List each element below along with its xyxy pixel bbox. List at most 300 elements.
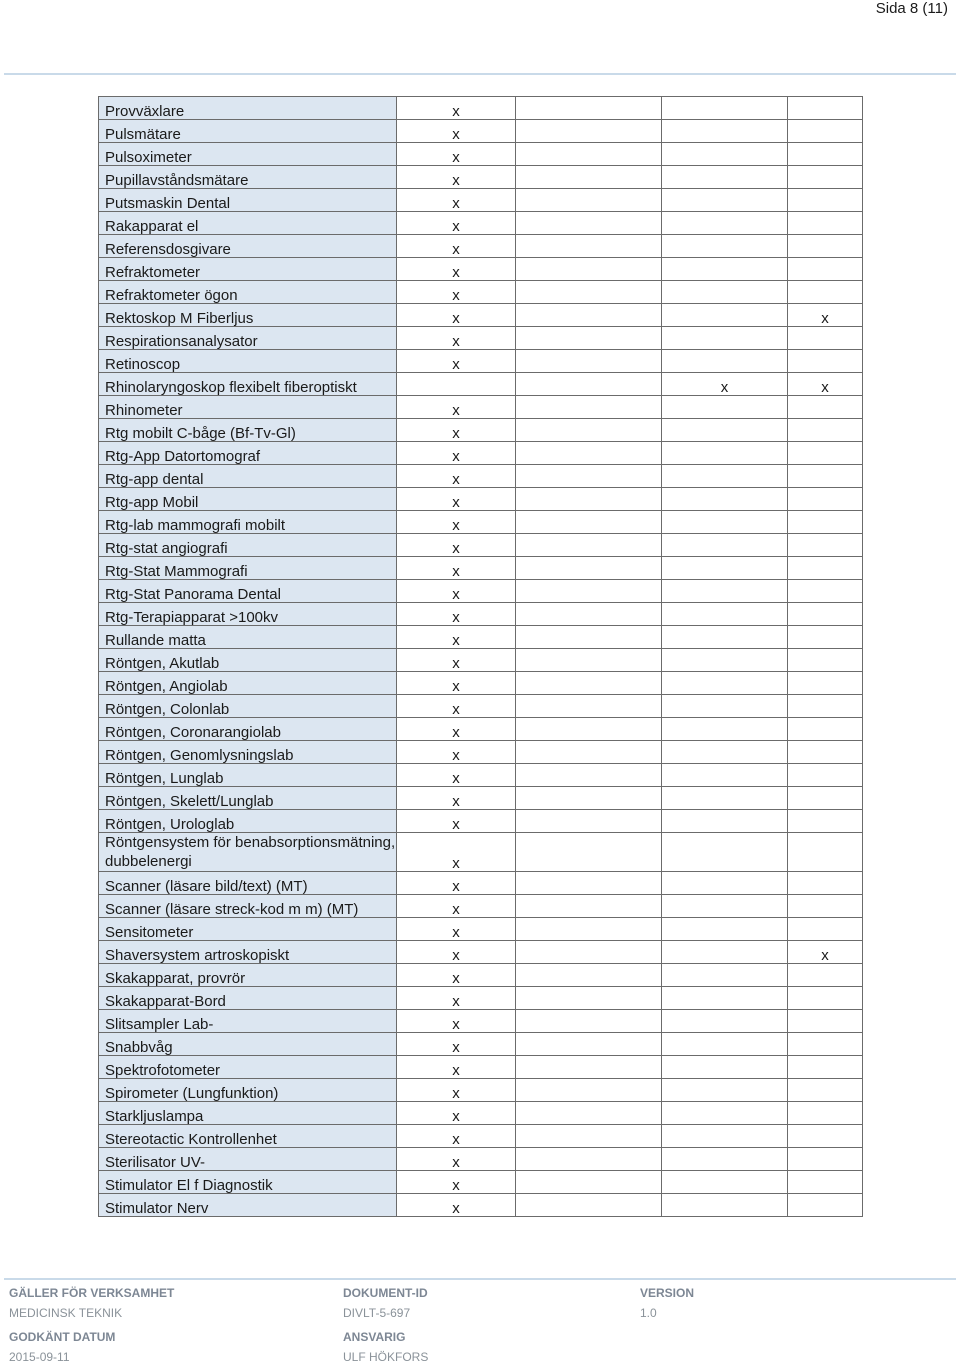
mark-cell-col-1: x <box>397 281 516 304</box>
mark-cell-col-4 <box>788 258 863 281</box>
mark-cell-col-2 <box>516 1079 662 1102</box>
footer-divider <box>4 1278 956 1280</box>
equipment-name-cell: Rakapparat el <box>99 212 397 235</box>
mark-cell-col-1: x <box>397 626 516 649</box>
mark-cell-col-2 <box>516 941 662 964</box>
mark-cell-col-2 <box>516 718 662 741</box>
equipment-name-cell: Skakapparat-Bord <box>99 987 397 1010</box>
mark-cell-col-4 <box>788 212 863 235</box>
mark-cell-col-4 <box>788 1102 863 1125</box>
footer-verksamhet-value: MEDICINSK TEKNIK <box>9 1306 123 1320</box>
mark-cell-col-4 <box>788 580 863 603</box>
table-row <box>99 787 863 810</box>
mark-cell-col-2 <box>516 166 662 189</box>
equipment-name-cell: Provväxlare <box>99 97 397 120</box>
mark-cell-col-2 <box>516 964 662 987</box>
equipment-name-cell: Rtg-lab mammografi mobilt <box>99 511 397 534</box>
table-row <box>99 964 863 987</box>
mark-cell-col-1: x <box>397 511 516 534</box>
table-row <box>99 649 863 672</box>
mark-cell-col-3 <box>662 626 788 649</box>
mark-cell-col-2 <box>516 895 662 918</box>
mark-cell-col-2 <box>516 373 662 396</box>
table-row <box>99 987 863 1010</box>
table-row <box>99 235 863 258</box>
footer-ansvarig-value: ULF HÖKFORS <box>343 1350 429 1364</box>
table-row <box>99 603 863 626</box>
mark-cell-col-1: x <box>397 941 516 964</box>
table-row <box>99 718 863 741</box>
mark-cell-col-4 <box>788 603 863 626</box>
mark-cell-col-4 <box>788 741 863 764</box>
mark-cell-col-3 <box>662 327 788 350</box>
table-row <box>99 143 863 166</box>
footer-version-value: 1.0 <box>640 1306 657 1320</box>
mark-cell-col-3 <box>662 97 788 120</box>
mark-cell-col-3 <box>662 810 788 833</box>
table-row <box>99 120 863 143</box>
equipment-name-cell: Spektrofotometer <box>99 1056 397 1079</box>
table-row <box>99 97 863 120</box>
mark-cell-col-1: x <box>397 327 516 350</box>
table-row <box>99 511 863 534</box>
mark-cell-col-4 <box>788 987 863 1010</box>
equipment-name-cell: Pulsoximeter <box>99 143 397 166</box>
mark-cell-col-4 <box>788 465 863 488</box>
mark-cell-col-1: x <box>397 350 516 373</box>
equipment-name-cell: Pulsmätare <box>99 120 397 143</box>
mark-cell-col-3 <box>662 465 788 488</box>
mark-cell-col-2 <box>516 626 662 649</box>
equipment-name-cell: Röntgen, Angiolab <box>99 672 397 695</box>
mark-cell-col-2 <box>516 764 662 787</box>
mark-cell-col-1 <box>397 373 516 396</box>
mark-cell-col-3 <box>662 488 788 511</box>
equipment-name-cell: Rtg-app dental <box>99 465 397 488</box>
mark-cell-col-2 <box>516 1125 662 1148</box>
table-row <box>99 465 863 488</box>
table-row <box>99 833 863 872</box>
table-row <box>99 764 863 787</box>
mark-cell-col-4 <box>788 235 863 258</box>
mark-cell-col-3: x <box>662 373 788 396</box>
equipment-name-cell: Retinoscop <box>99 350 397 373</box>
mark-cell-col-3 <box>662 258 788 281</box>
mark-cell-col-2 <box>516 97 662 120</box>
mark-cell-col-3 <box>662 557 788 580</box>
equipment-name-cell: Röntgen, Colonlab <box>99 695 397 718</box>
mark-cell-col-4: x <box>788 373 863 396</box>
mark-cell-col-3 <box>662 941 788 964</box>
mark-cell-col-3 <box>662 1079 788 1102</box>
mark-cell-col-4 <box>788 626 863 649</box>
mark-cell-col-3 <box>662 872 788 895</box>
table-row <box>99 918 863 941</box>
mark-cell-col-2 <box>516 741 662 764</box>
mark-cell-col-1: x <box>397 895 516 918</box>
mark-cell-col-3 <box>662 166 788 189</box>
page-number: Sida 8 (11) <box>875 0 948 17</box>
mark-cell-col-1: x <box>397 833 516 872</box>
mark-cell-col-4 <box>788 1148 863 1171</box>
mark-cell-col-4 <box>788 872 863 895</box>
mark-cell-col-1: x <box>397 787 516 810</box>
mark-cell-col-1: x <box>397 810 516 833</box>
mark-cell-col-3 <box>662 442 788 465</box>
mark-cell-col-3 <box>662 189 788 212</box>
table-row <box>99 1010 863 1033</box>
equipment-name-cell: Scanner (läsare bild/text) (MT) <box>99 872 397 895</box>
table-row <box>99 189 863 212</box>
mark-cell-col-1: x <box>397 534 516 557</box>
mark-cell-col-2 <box>516 649 662 672</box>
mark-cell-col-4 <box>788 1033 863 1056</box>
equipment-name-cell: Rhinometer <box>99 396 397 419</box>
equipment-name-cell: Rtg mobilt C-båge (Bf-Tv-Gl) <box>99 419 397 442</box>
mark-cell-col-4 <box>788 1194 863 1217</box>
mark-cell-col-4 <box>788 557 863 580</box>
table-row <box>99 1056 863 1079</box>
mark-cell-col-1: x <box>397 1033 516 1056</box>
mark-cell-col-1: x <box>397 1171 516 1194</box>
mark-cell-col-2 <box>516 212 662 235</box>
mark-cell-col-3 <box>662 741 788 764</box>
mark-cell-col-1: x <box>397 718 516 741</box>
footer-dokument-value: DIVLT-5-697 <box>343 1306 411 1320</box>
equipment-name-cell: Slitsampler Lab- <box>99 1010 397 1033</box>
equipment-name-cell: Röntgen, Coronarangiolab <box>99 718 397 741</box>
mark-cell-col-3 <box>662 534 788 557</box>
mark-cell-col-4 <box>788 166 863 189</box>
mark-cell-col-2 <box>516 557 662 580</box>
table-row <box>99 396 863 419</box>
mark-cell-col-2 <box>516 396 662 419</box>
mark-cell-col-3 <box>662 764 788 787</box>
equipment-name-cell: Röntgen, Akutlab <box>99 649 397 672</box>
mark-cell-col-1: x <box>397 964 516 987</box>
mark-cell-col-1: x <box>397 872 516 895</box>
table-row <box>99 281 863 304</box>
mark-cell-col-3 <box>662 120 788 143</box>
mark-cell-col-1: x <box>397 120 516 143</box>
mark-cell-col-2 <box>516 918 662 941</box>
mark-cell-col-2 <box>516 465 662 488</box>
mark-cell-col-3 <box>662 396 788 419</box>
mark-cell-col-2 <box>516 189 662 212</box>
mark-cell-col-2 <box>516 488 662 511</box>
mark-cell-col-2 <box>516 695 662 718</box>
equipment-name-cell: Skakapparat, provrör <box>99 964 397 987</box>
mark-cell-col-3 <box>662 281 788 304</box>
mark-cell-col-4 <box>788 396 863 419</box>
equipment-name-cell: Sensitometer <box>99 918 397 941</box>
equipment-name-cell: Starkljuslampa <box>99 1102 397 1125</box>
mark-cell-col-4 <box>788 672 863 695</box>
mark-cell-col-4 <box>788 787 863 810</box>
table-row <box>99 1148 863 1171</box>
mark-cell-col-4 <box>788 649 863 672</box>
equipment-name-cell: Röntgen, Urologlab <box>99 810 397 833</box>
mark-cell-col-2 <box>516 419 662 442</box>
mark-cell-col-1: x <box>397 189 516 212</box>
mark-cell-col-4 <box>788 718 863 741</box>
mark-cell-col-1: x <box>397 918 516 941</box>
mark-cell-col-3 <box>662 833 788 872</box>
table-row <box>99 419 863 442</box>
equipment-name-cell: Rhinolaryngoskop flexibelt fiberoptiskt <box>99 373 397 396</box>
mark-cell-col-3 <box>662 1125 788 1148</box>
mark-cell-col-1: x <box>397 166 516 189</box>
table-row <box>99 166 863 189</box>
table-row <box>99 304 863 327</box>
table-row <box>99 895 863 918</box>
table-row <box>99 810 863 833</box>
equipment-name-cell: Rtg-App Datortomograf <box>99 442 397 465</box>
equipment-name-cell: Scanner (läsare streck-kod m m) (MT) <box>99 895 397 918</box>
mark-cell-col-2 <box>516 1194 662 1217</box>
mark-cell-col-2 <box>516 1171 662 1194</box>
mark-cell-col-3 <box>662 1171 788 1194</box>
mark-cell-col-3 <box>662 987 788 1010</box>
equipment-name-cell: Rtg-Stat Mammografi <box>99 557 397 580</box>
mark-cell-col-2 <box>516 1148 662 1171</box>
mark-cell-col-1: x <box>397 741 516 764</box>
mark-cell-col-3 <box>662 964 788 987</box>
mark-cell-col-4 <box>788 419 863 442</box>
mark-cell-col-1: x <box>397 580 516 603</box>
equipment-name-cell: Refraktometer <box>99 258 397 281</box>
equipment-name-cell: Rektoskop M Fiberljus <box>99 304 397 327</box>
mark-cell-col-1: x <box>397 672 516 695</box>
mark-cell-col-3 <box>662 787 788 810</box>
mark-cell-col-1: x <box>397 764 516 787</box>
mark-cell-col-1: x <box>397 488 516 511</box>
mark-cell-col-4 <box>788 1171 863 1194</box>
mark-cell-col-3 <box>662 1033 788 1056</box>
mark-cell-col-1: x <box>397 258 516 281</box>
mark-cell-col-2 <box>516 672 662 695</box>
mark-cell-col-4 <box>788 511 863 534</box>
mark-cell-col-1: x <box>397 1148 516 1171</box>
equipment-table <box>98 96 863 1217</box>
equipment-name-cell: Röntgensystem för benabsorptionsmätning, dubbelenergi <box>99 833 397 872</box>
equipment-name-cell: Respirationsanalysator <box>99 327 397 350</box>
mark-cell-col-4 <box>788 964 863 987</box>
mark-cell-col-2 <box>516 833 662 872</box>
mark-cell-col-4 <box>788 534 863 557</box>
mark-cell-col-2 <box>516 304 662 327</box>
mark-cell-col-1: x <box>397 987 516 1010</box>
mark-cell-col-2 <box>516 350 662 373</box>
table-row <box>99 1125 863 1148</box>
footer-godkant-value: 2015-09-11 <box>9 1350 70 1364</box>
mark-cell-col-3 <box>662 718 788 741</box>
equipment-name-cell: Röntgen, Skelett/Lunglab <box>99 787 397 810</box>
mark-cell-col-4 <box>788 143 863 166</box>
mark-cell-col-3 <box>662 511 788 534</box>
mark-cell-col-4 <box>788 189 863 212</box>
mark-cell-col-1: x <box>397 97 516 120</box>
equipment-name-cell: Rtg-stat angiografi <box>99 534 397 557</box>
footer-godkant-label: GODKÄNT DATUM <box>9 1330 116 1344</box>
table-row <box>99 1033 863 1056</box>
mark-cell-col-3 <box>662 1194 788 1217</box>
mark-cell-col-4 <box>788 120 863 143</box>
mark-cell-col-3 <box>662 1056 788 1079</box>
footer-version-label: VERSION <box>640 1286 695 1300</box>
mark-cell-col-3 <box>662 672 788 695</box>
mark-cell-col-3 <box>662 649 788 672</box>
table-row <box>99 1171 863 1194</box>
mark-cell-col-4 <box>788 281 863 304</box>
table-row <box>99 442 863 465</box>
mark-cell-col-3 <box>662 350 788 373</box>
table-row <box>99 672 863 695</box>
mark-cell-col-4 <box>788 97 863 120</box>
table-row <box>99 872 863 895</box>
table-row <box>99 1194 863 1217</box>
mark-cell-col-1: x <box>397 1010 516 1033</box>
mark-cell-col-4 <box>788 895 863 918</box>
mark-cell-col-1: x <box>397 396 516 419</box>
mark-cell-col-1: x <box>397 1102 516 1125</box>
mark-cell-col-4 <box>788 350 863 373</box>
mark-cell-col-1: x <box>397 1079 516 1102</box>
mark-cell-col-2 <box>516 987 662 1010</box>
equipment-name-cell: Snabbvåg <box>99 1033 397 1056</box>
equipment-name-cell: Rullande matta <box>99 626 397 649</box>
table-row <box>99 534 863 557</box>
mark-cell-col-2 <box>516 872 662 895</box>
header-divider <box>4 73 956 75</box>
mark-cell-col-4 <box>788 1056 863 1079</box>
mark-cell-col-1: x <box>397 557 516 580</box>
equipment-name-cell: Rtg-Stat Panorama Dental <box>99 580 397 603</box>
mark-cell-col-2 <box>516 810 662 833</box>
mark-cell-col-1: x <box>397 235 516 258</box>
mark-cell-col-3 <box>662 580 788 603</box>
table-row <box>99 212 863 235</box>
mark-cell-col-2 <box>516 787 662 810</box>
mark-cell-col-3 <box>662 212 788 235</box>
footer-verksamhet-label: GÄLLER FÖR VERKSAMHET <box>9 1286 175 1300</box>
mark-cell-col-4: x <box>788 941 863 964</box>
footer-ansvarig-label: ANSVARIG <box>343 1330 406 1344</box>
mark-cell-col-2 <box>516 281 662 304</box>
mark-cell-col-2 <box>516 120 662 143</box>
mark-cell-col-1: x <box>397 212 516 235</box>
table-row <box>99 580 863 603</box>
equipment-name-cell: Pupillavståndsmätare <box>99 166 397 189</box>
mark-cell-col-2 <box>516 1056 662 1079</box>
equipment-name-cell: Stimulator El f Diagnostik <box>99 1171 397 1194</box>
mark-cell-col-3 <box>662 918 788 941</box>
table-row <box>99 626 863 649</box>
mark-cell-col-3 <box>662 419 788 442</box>
mark-cell-col-1: x <box>397 465 516 488</box>
table-row <box>99 373 863 396</box>
equipment-name-cell: Röntgen, Genomlysningslab <box>99 741 397 764</box>
table-row <box>99 557 863 580</box>
mark-cell-col-4 <box>788 918 863 941</box>
mark-cell-col-4 <box>788 327 863 350</box>
mark-cell-col-2 <box>516 1010 662 1033</box>
mark-cell-col-3 <box>662 603 788 626</box>
table-row <box>99 258 863 281</box>
table-row <box>99 327 863 350</box>
mark-cell-col-1: x <box>397 304 516 327</box>
mark-cell-col-1: x <box>397 649 516 672</box>
equipment-name-cell: Stereotactic Kontrollenhet <box>99 1125 397 1148</box>
equipment-name-cell: Shaversystem artroskopiskt <box>99 941 397 964</box>
mark-cell-col-2 <box>516 258 662 281</box>
table-row <box>99 695 863 718</box>
mark-cell-col-2 <box>516 143 662 166</box>
mark-cell-col-4 <box>788 833 863 872</box>
equipment-name-cell: Rtg-Terapiapparat >100kv <box>99 603 397 626</box>
equipment-name-cell: Sterilisator UV- <box>99 1148 397 1171</box>
table-row <box>99 741 863 764</box>
mark-cell-col-2 <box>516 603 662 626</box>
mark-cell-col-3 <box>662 1148 788 1171</box>
mark-cell-col-1: x <box>397 1125 516 1148</box>
table-row <box>99 488 863 511</box>
mark-cell-col-2 <box>516 442 662 465</box>
mark-cell-col-4 <box>788 764 863 787</box>
mark-cell-col-3 <box>662 143 788 166</box>
mark-cell-col-4 <box>788 1079 863 1102</box>
mark-cell-col-2 <box>516 327 662 350</box>
mark-cell-col-2 <box>516 1033 662 1056</box>
mark-cell-col-2 <box>516 580 662 603</box>
mark-cell-col-3 <box>662 304 788 327</box>
equipment-name-cell: Röntgen, Lunglab <box>99 764 397 787</box>
mark-cell-col-2 <box>516 235 662 258</box>
equipment-name-cell: Putsmaskin Dental <box>99 189 397 212</box>
equipment-name-cell: Spirometer (Lungfunktion) <box>99 1079 397 1102</box>
mark-cell-col-4 <box>788 442 863 465</box>
mark-cell-col-3 <box>662 895 788 918</box>
mark-cell-col-4 <box>788 695 863 718</box>
mark-cell-col-4: x <box>788 304 863 327</box>
mark-cell-col-3 <box>662 235 788 258</box>
equipment-name-cell: Refraktometer ögon <box>99 281 397 304</box>
mark-cell-col-3 <box>662 695 788 718</box>
table-row <box>99 350 863 373</box>
mark-cell-col-1: x <box>397 1056 516 1079</box>
mark-cell-col-1: x <box>397 603 516 626</box>
mark-cell-col-4 <box>788 488 863 511</box>
mark-cell-col-3 <box>662 1102 788 1125</box>
mark-cell-col-1: x <box>397 695 516 718</box>
table-row <box>99 1079 863 1102</box>
equipment-name-cell: Rtg-app Mobil <box>99 488 397 511</box>
mark-cell-col-1: x <box>397 419 516 442</box>
mark-cell-col-2 <box>516 511 662 534</box>
mark-cell-col-2 <box>516 534 662 557</box>
footer-dokument-label: DOKUMENT-ID <box>343 1286 428 1300</box>
mark-cell-col-3 <box>662 1010 788 1033</box>
table-row <box>99 941 863 964</box>
mark-cell-col-1: x <box>397 1194 516 1217</box>
mark-cell-col-2 <box>516 1102 662 1125</box>
mark-cell-col-4 <box>788 1125 863 1148</box>
mark-cell-col-4 <box>788 1010 863 1033</box>
table-row <box>99 1102 863 1125</box>
mark-cell-col-4 <box>788 810 863 833</box>
mark-cell-col-1: x <box>397 442 516 465</box>
mark-cell-col-1: x <box>397 143 516 166</box>
